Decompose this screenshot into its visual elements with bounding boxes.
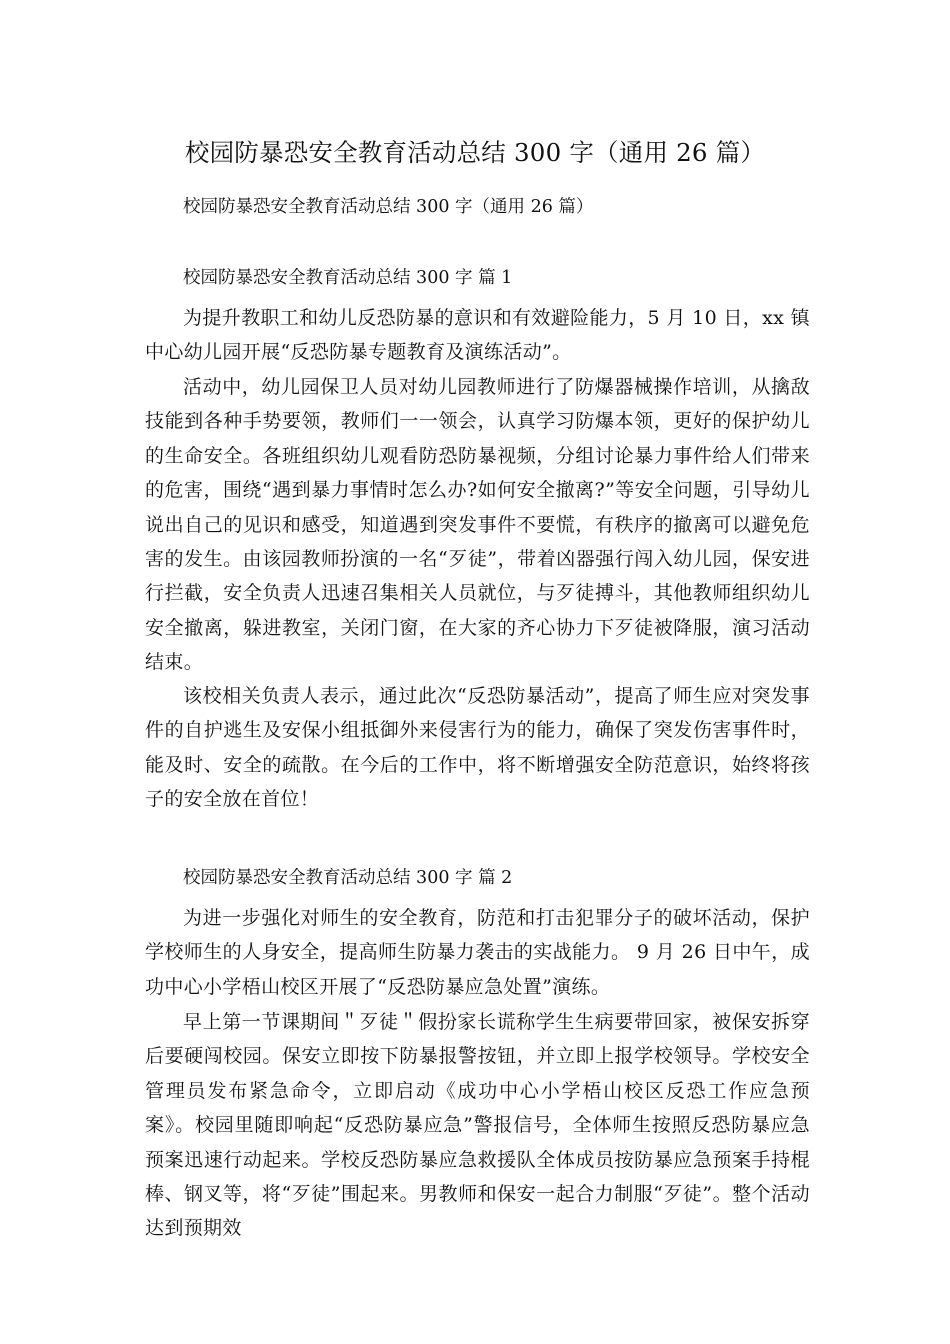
document-title: 校园防暴恐安全教育活动总结 300 字（通用 26 篇） bbox=[184, 138, 766, 167]
section-heading-1: 校园防暴恐安全教育活动总结 300 字 篇 1 bbox=[183, 268, 513, 288]
section-2-paragraph-1: 为进一步强化对师生的安全教育，防范和打击犯罪分子的破坏活动，保护学校师生的人身安全，提高师生防暴力袭击的实战能力。 9 月 26 日中午，成功中心小学梧山校区开展了“反恐防暴应急处置”演练。 bbox=[145, 907, 810, 998]
document-subtitle: 校园防暴恐安全教育活动总结 300 字（通用 26 篇） bbox=[183, 197, 594, 217]
section-1-paragraph-1: 为提升教职工和幼儿反恐防暴的意识和有效避险能力，5 月 10 日，xx 镇中心幼儿园开展“反恐防暴专题教育及演练活动”。 bbox=[145, 307, 810, 364]
section-1-paragraph-2: 活动中，幼儿园保卫人员对幼儿园教师进行了防爆器械操作培训，从擒敌技能到各种手势要领，教师们一一领会，认真学习防爆本领，更好的保护幼儿的生命安全。各班组织幼儿观看防恐防暴视频，分组讨论暴力事件给人们带来的危害，围绕“遇到暴力事情时怎么办?如何安全撤离?”等安全问题，引导幼儿说出自己的见识和感受，知道遇到突发事件不要慌，有秩序的撤离可以避免危害的发生。由该园教师扮演的一名“歹徒”，带着凶器强行闯入幼儿园，保安进行拦截，安全负责人迅速召集相关人员就位，与歹徒搏斗，其他教师组织幼儿安全撤离，躲进教室，关闭门窗，在大家的齐心协力下歹徒被降服，演习活动结束。 bbox=[145, 376, 810, 674]
section-1-paragraph-3: 该校相关负责人表示，通过此次“反恐防暴活动”，提高了师生应对突发事件的自护逃生及安保小组抵御外来侵害行为的能力，确保了突发伤害事件时，能及时、安全的疏散。在今后的工作中，将不断增强安全防范意识，始终将孩子的安全放在首位！ bbox=[145, 685, 810, 811]
section-2-paragraph-2: 早上第一节课期间＂歹徒＂假扮家长谎称学生生病要带回家，被保安拆穿后要硬闯校园。保安立即按下防暴报警按钮，并立即上报学校领导。学校安全管理员发布紧急命令，立即启动《成功中心小学梧山校区反恐工作应急预案》。校园里随即响起“反恐防暴应急”警报信号，全体师生按照反恐防暴应急预案迅速行动起来。学校反恐防暴应急救援队全体成员按防暴应急预案手持棍棒、钢叉等，将“歹徒”围起来。男教师和保安一起合力制服“歹徒”。整个活动达到预期效 bbox=[145, 1011, 810, 1240]
section-heading-2: 校园防暴恐安全教育活动总结 300 字 篇 2 bbox=[183, 868, 513, 888]
